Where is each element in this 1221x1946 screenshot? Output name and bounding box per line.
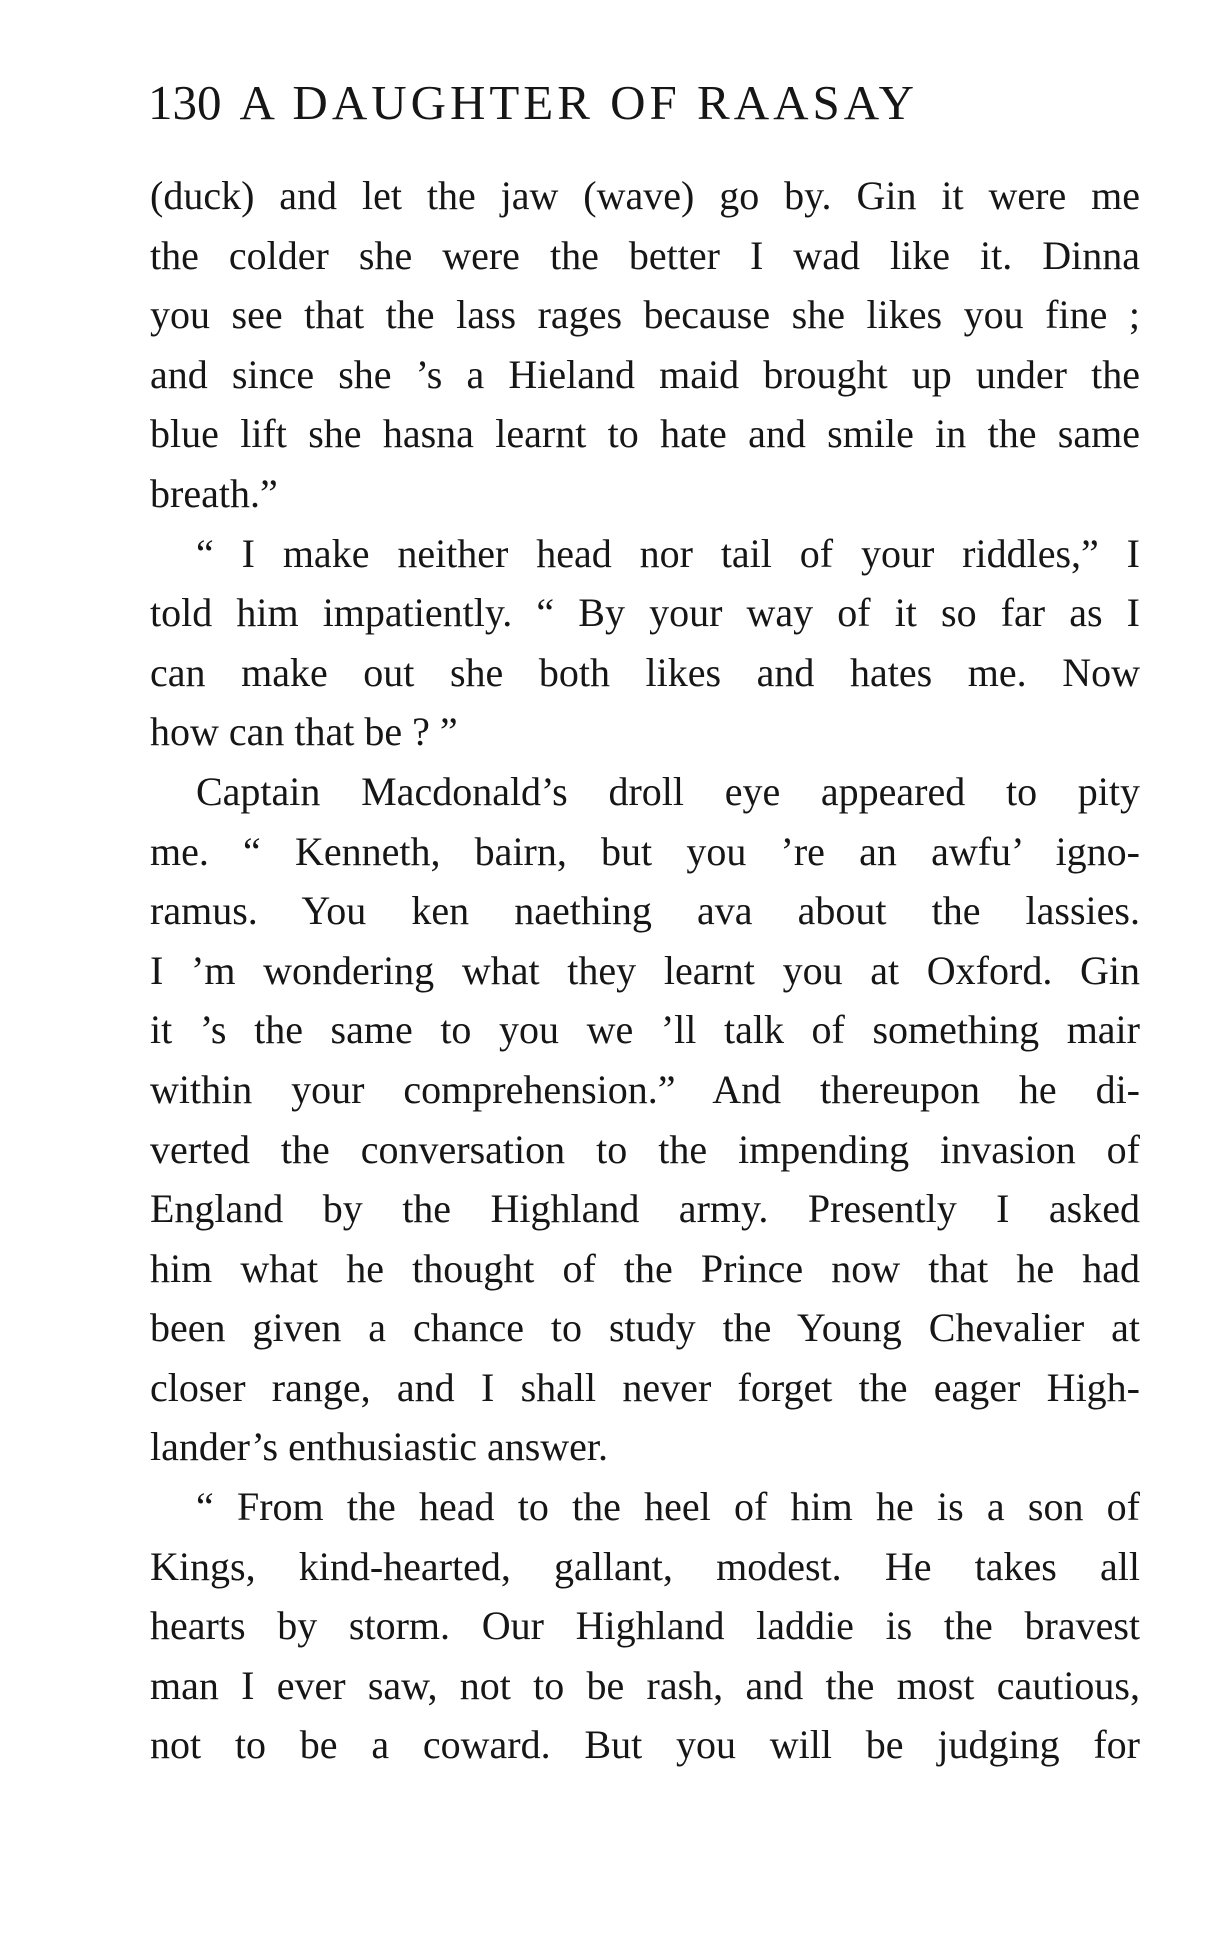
text-line: can make out she both likes and hates me. Now <box>150 649 1140 695</box>
text-line: I ’m wondering what they learnt you at Oxford. Gin <box>150 947 1140 993</box>
text-line: within your comprehension.” And thereupon he di- <box>150 1066 1140 1112</box>
text-line: how can that be ? ” <box>150 709 458 755</box>
text-line: not to be a coward. But you will be judging for <box>150 1722 1140 1768</box>
text-line: closer range, and I shall never forget the eager High- <box>150 1364 1140 1410</box>
text-line: him what he thought of the Prince now that he had <box>150 1245 1140 1291</box>
text-line: man I ever saw, not to be rash, and the most cautious, <box>150 1662 1140 1708</box>
text-line: Captain Macdonald’s droll eye appeared to pity <box>196 768 1140 814</box>
running-header <box>148 74 918 131</box>
text-line: told him impatiently. “ By your way of it so far as I <box>150 590 1140 636</box>
text-line: breath.” <box>150 470 278 516</box>
text-line: Kings, kind-hearted, gallant, modest. He takes all <box>150 1543 1140 1589</box>
text-line: lander’s enthusiastic answer. <box>150 1424 609 1470</box>
text-line: “ I make neither head nor tail of your riddles,” I <box>196 530 1140 576</box>
book-title: A DAUGHTER OF RAASAY <box>239 75 919 130</box>
text-line: the colder she were the better I wad like it. Dinna <box>150 232 1140 278</box>
text-line: England by the Highland army. Presently I asked <box>150 1186 1140 1232</box>
text-line: (duck) and let the jaw (wave) go by. Gin it were me <box>150 173 1140 218</box>
text-line: hearts by storm. Our Highland laddie is the bravest <box>150 1603 1140 1649</box>
text-line: blue lift she hasna learnt to hate and smile in the same <box>150 411 1140 457</box>
page-number: 130 <box>148 75 222 130</box>
text-line: and since she ’s a Hieland maid brought up under the <box>150 351 1140 397</box>
text-line: been given a chance to study the Young Chevalier at <box>150 1305 1140 1351</box>
text-line: ramus. You ken naething ava about the lassies. <box>150 888 1140 934</box>
text-line: it ’s the same to you we ’ll talk of something mair <box>150 1007 1140 1053</box>
body-text <box>150 166 1140 1775</box>
text-line: verted the conversation to the impending invasion of <box>150 1126 1140 1172</box>
text-line: “ From the head to the heel of him he is a son of <box>196 1484 1140 1530</box>
text-line: you see that the lass rages because she likes you fine ; <box>150 292 1140 338</box>
text-line: me. “ Kenneth, bairn, but you ’re an awfu’ igno- <box>150 828 1140 874</box>
